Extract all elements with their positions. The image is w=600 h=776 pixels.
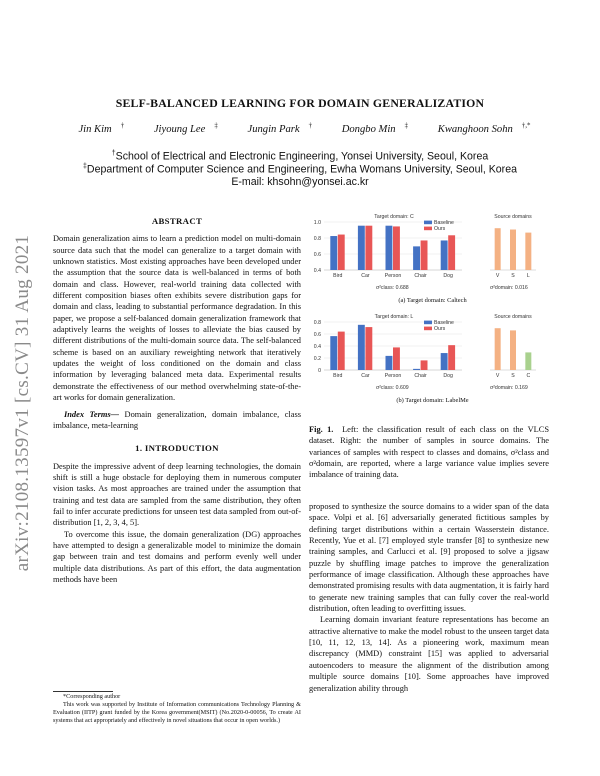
subcaption-a: (a) Target domain: Caltech bbox=[398, 297, 467, 304]
bar-source-v bbox=[495, 328, 501, 370]
affiliation: ‡Department of Computer Science and Engineering, Ewha Womans University, Seoul, Korea bbox=[83, 163, 517, 176]
legend-label: Ours bbox=[434, 326, 446, 332]
bar-ours-person bbox=[393, 226, 400, 270]
legend-label: Baseline bbox=[434, 320, 454, 326]
bar-baseline-bird bbox=[330, 336, 337, 370]
y-tick-label: 0.4 bbox=[313, 267, 321, 274]
y-tick-label: 0.8 bbox=[313, 235, 321, 242]
bar-ours-chair bbox=[421, 240, 428, 270]
bar-source-c bbox=[525, 352, 531, 370]
x-tick-label: S bbox=[511, 373, 515, 379]
right-paragraph: proposed to synthesize the source domains to a wider span of the data space. Volpi et al. [6] adversarially generated fictitious samples by defining target distributions within a certain Wasserstein distance. Recently, Yue et al. [7] employed style transfer [8] to synthesize new training samples, and Carlucci et al. [9] proposed to solve a jigsaw puzzle by shuffling image patches to improve the generalization performance of image classification. Although these approaches have demonstrated promising results with data augmentation, it is fairly hard to generate new training samples that can fully cover the real-world distribution, often leading to overfitting issues. bbox=[309, 502, 549, 614]
y-tick-label: 0.8 bbox=[313, 319, 321, 326]
bar-baseline-dog bbox=[441, 240, 448, 270]
bar-ours-dog bbox=[448, 235, 455, 270]
author: Jungin Park † bbox=[247, 121, 313, 135]
legend-label: Ours bbox=[434, 226, 446, 232]
right-paragraph: Learning domain invariant feature representations has become an attractive alternative to make the model robust to the unseen target data [10, 11, 12, 13, 14]. As a pioneering work, maximum mean discrepancy (MMD) constraint [15] was applied to adversarial autoencoders to measure the alignment of the distribution among multiple source domains [10]. Some approaches have improved generalization ability through bbox=[309, 615, 549, 693]
bar-ours-car bbox=[365, 226, 372, 270]
abstract-heading: ABSTRACT bbox=[151, 216, 203, 226]
chart-title: Target domain: C bbox=[374, 214, 414, 220]
bar-source-v bbox=[495, 228, 501, 270]
legend-swatch-baseline bbox=[424, 321, 432, 325]
email: E-mail: khsohn@yonsei.ac.kr bbox=[231, 176, 369, 188]
x-tick-label: Dog bbox=[443, 273, 453, 279]
x-tick-label: Person bbox=[384, 373, 402, 379]
bar-ours-chair bbox=[421, 360, 428, 370]
bar-baseline-dog bbox=[441, 353, 448, 370]
y-tick-label: 0 bbox=[318, 367, 321, 374]
bar-ours-person bbox=[393, 347, 400, 370]
variance-class: σ²class: 0.609 bbox=[376, 385, 409, 391]
x-tick-label: Chair bbox=[414, 273, 427, 279]
paper-title: SELF-BALANCED LEARNING FOR DOMAIN GENERALIZATION bbox=[115, 96, 485, 110]
left-column bbox=[53, 216, 301, 585]
x-tick-label: C bbox=[526, 373, 531, 379]
bar-ours-bird bbox=[338, 332, 345, 370]
chart-title: Target domain: L bbox=[374, 314, 414, 320]
x-tick-label: L bbox=[526, 273, 530, 279]
x-tick-label: Person bbox=[384, 273, 402, 279]
variance-domain: σ²domain: 0.016 bbox=[490, 285, 528, 291]
chart-title: Source domains bbox=[494, 214, 532, 220]
x-tick-label: Car bbox=[361, 373, 370, 379]
variance-class: σ²class: 0.688 bbox=[376, 285, 409, 291]
y-tick-label: 0.6 bbox=[313, 251, 321, 258]
y-tick-label: 0.2 bbox=[313, 355, 321, 362]
footnote-rule bbox=[53, 691, 113, 692]
x-tick-label: Bird bbox=[333, 373, 343, 379]
bar-baseline-chair bbox=[413, 246, 420, 270]
footnotes bbox=[53, 693, 301, 725]
x-tick-label: V bbox=[495, 373, 500, 379]
legend-swatch-ours bbox=[424, 227, 432, 231]
author: Kwanghoon Sohn †,* bbox=[437, 121, 531, 135]
author: Jiyoung Lee ‡ bbox=[153, 121, 218, 135]
funding-note: This work was supported by Institute of Information communications Technology Planning & Evaluation (IITP) grant funded by the Korea government(MSIT) (No.2020-0-00056, To create AI systems that act appropriately and effectively in novel situations that occur in open worlds.) bbox=[53, 701, 301, 724]
bar-source-l bbox=[525, 233, 531, 270]
abstract-text: Domain generalization aims to learn a prediction model on multi-domain source data such that the model can generalize to a target domain with unknown statistics. Most existing approaches have been developed under the assumption that the source data is well-balanced in terms of both domain and class. However, real-world training data collected with different composition biases often exhibits severe distribution gaps for domain and class, leading to substantial performance degradation. In this paper, we propose a self-balanced domain generalization framework that adaptively learns the weights of losses to alleviate the bias caused by different distributions of the multi-domain source data. The self-balanced scheme is based on an auxiliary reweighting network that iteratively updates the weight of loss conditioned on the domain and class information by leveraging balanced meta data. Experimental results demonstrate the effectiveness of our method overwhelming state-of-the-art works for domain generalization. bbox=[53, 234, 301, 403]
legend-swatch-baseline bbox=[424, 221, 432, 225]
bar-baseline-bird bbox=[330, 236, 337, 270]
variance-domain: σ²domain: 0.169 bbox=[490, 385, 528, 391]
bar-baseline-car bbox=[358, 325, 365, 370]
figure-1-charts bbox=[304, 212, 554, 412]
bar-baseline-chair bbox=[413, 369, 420, 370]
bar-baseline-person bbox=[386, 356, 393, 370]
intro-paragraph: To overcome this issue, the domain generalization (DG) approaches have attempted to design a generalizable model to minimize the domain gap between train and test domains and perform evenly well under multiple data distributions. As part of this effort, the data augmentation methods have been bbox=[53, 529, 301, 584]
x-tick-label: S bbox=[511, 273, 515, 279]
bar-ours-dog bbox=[448, 345, 455, 370]
x-tick-label: V bbox=[495, 273, 500, 279]
x-tick-label: Bird bbox=[333, 273, 343, 279]
legend-label: Baseline bbox=[434, 220, 454, 226]
x-tick-label: Car bbox=[361, 273, 370, 279]
right-column bbox=[309, 501, 549, 694]
bar-ours-bird bbox=[338, 235, 345, 270]
corresponding-note: *Corresponding author bbox=[63, 693, 121, 700]
y-tick-label: 1.0 bbox=[313, 219, 321, 226]
y-tick-label: 0.4 bbox=[313, 343, 321, 350]
bar-baseline-person bbox=[386, 226, 393, 270]
bar-source-s bbox=[510, 330, 516, 370]
arxiv-identifier: arXiv:2108.13597v1 [cs.CV] 31 Aug 2021 bbox=[12, 234, 33, 572]
author: Dongbo Min ‡ bbox=[341, 121, 409, 135]
intro-paragraph: Despite the impressive advent of deep learning technologies, the domain shift is still a huge obstacle for deploying them in numerous computer vision tasks. As most approaches are trained under the assumption that training and test data are sampled from the same distribution, they often fail to infer accurate predictions for unseen test data sampled from out-of-distribution [1, 2, 3, 4, 5]. bbox=[53, 461, 301, 528]
y-tick-label: 0.6 bbox=[313, 331, 321, 338]
x-tick-label: Chair bbox=[414, 373, 427, 379]
subcaption-b: (b) Target domain: LabelMe bbox=[396, 397, 469, 404]
author-list bbox=[0, 121, 600, 135]
index-terms: Index Terms— Domain generalization, domain imbalance, class imbalance, meta-learning bbox=[53, 409, 301, 430]
chart-title: Source domains bbox=[494, 314, 532, 320]
x-tick-label: Dog bbox=[443, 373, 453, 379]
introduction-heading: 1. INTRODUCTION bbox=[135, 443, 219, 454]
legend-swatch-ours bbox=[424, 327, 432, 331]
bar-baseline-car bbox=[358, 226, 365, 270]
bar-ours-car bbox=[365, 327, 372, 370]
affiliation: †School of Electrical and Electronic Engineering, Yonsei University, Seoul, Korea bbox=[111, 150, 489, 163]
figure-caption: Fig. 1. Left: the classification result of each class on the VLCS dataset. Right: the number of samples in source domains. The variances of samples with respect to classes and domains, σ²class and σ²domain, are reported, where a large variance value implies severe imbalance of training data. bbox=[309, 425, 549, 480]
bar-source-s bbox=[510, 230, 516, 270]
author: Jin Kim † bbox=[78, 121, 125, 135]
